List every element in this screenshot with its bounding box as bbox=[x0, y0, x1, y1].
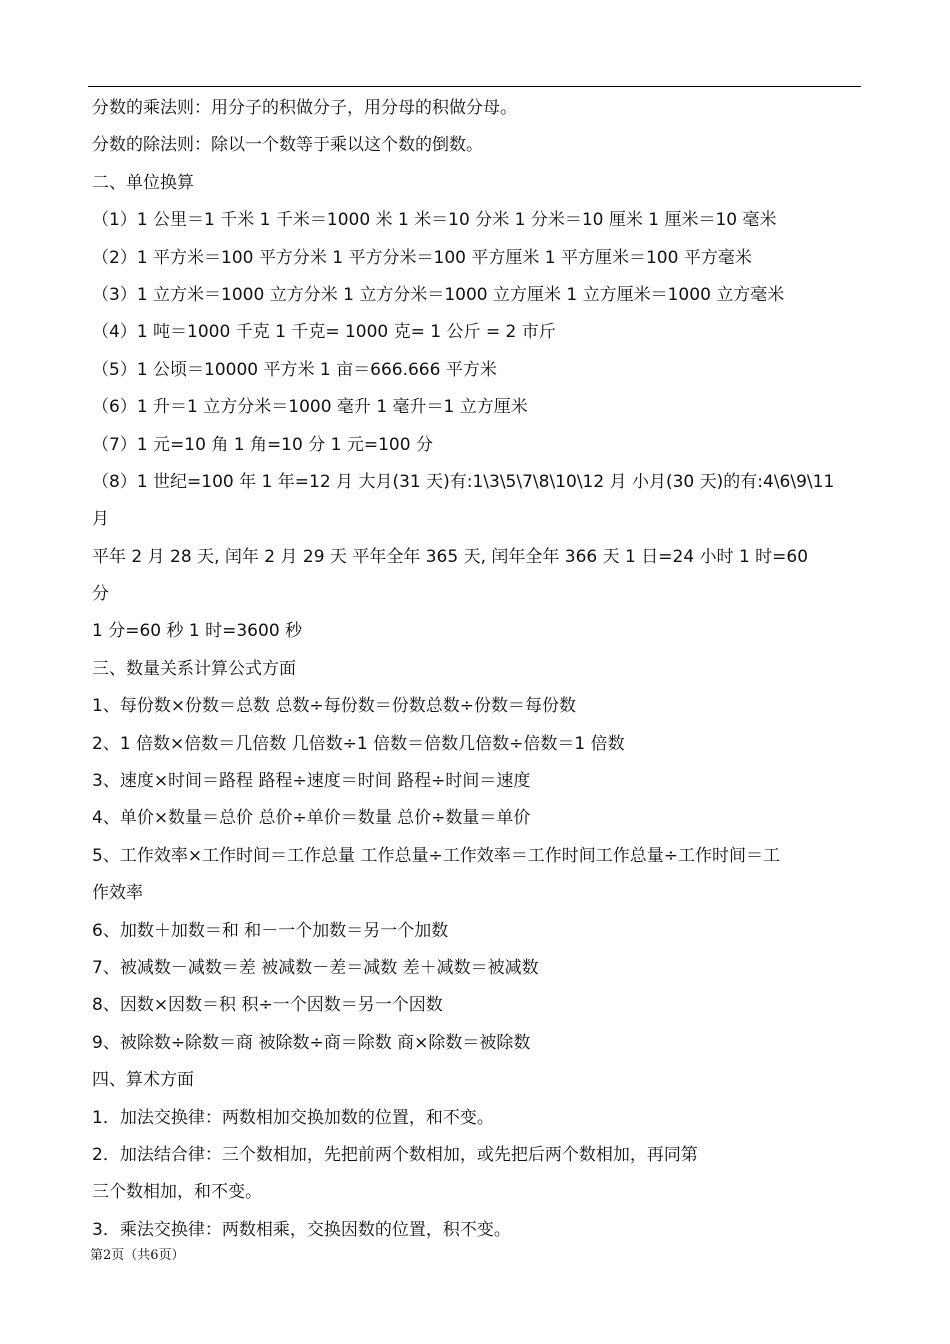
text-line: 1．加法交换律：两数相加交换加数的位置，和不变。 bbox=[92, 1107, 494, 1128]
text-line: （8）1 世纪=100 年 1 年=12 月 大月(31 天)有:1\3\5\7\8\10\12 月 小月(30 天)的有:4\6\9\11 bbox=[92, 471, 835, 492]
text-line: 4、单价×数量＝总价 总价÷单价＝数量 总价÷数量＝单价 bbox=[92, 808, 531, 829]
text-line: 9、被除数÷除数＝商 被除数÷商＝除数 商×除数＝被除数 bbox=[92, 1032, 531, 1053]
header-rule bbox=[88, 86, 861, 87]
text-line: 分数的乘法则：用分子的积做分子，用分母的积做分母。 bbox=[92, 98, 517, 118]
text-line: 月 bbox=[92, 509, 109, 530]
text-line: 分 bbox=[92, 584, 109, 605]
text-line: （6）1 升＝1 立方分米＝1000 毫升 1 毫升＝1 立方厘米 bbox=[92, 397, 528, 418]
text-line: 5、工作效率×工作时间＝工作总量 工作总量÷工作效率＝工作时间工作总量÷工作时间＝工 bbox=[92, 845, 780, 866]
text-line: 2．加法结合律：三个数相加，先把前两个数相加，或先把后两个数相加，再同第 bbox=[92, 1144, 698, 1165]
document-body bbox=[92, 90, 862, 1249]
text-line: 作效率 bbox=[92, 883, 143, 904]
text-line: （2）1 平方米＝100 平方分米 1 平方分米＝100 平方厘米 1 平方厘米＝100 平方毫米 bbox=[92, 247, 752, 268]
text-line: 三、数量关系计算公式方面 bbox=[92, 658, 296, 679]
text-line: 平年 2 月 28 天, 闰年 2 月 29 天 平年全年 365 天, 闰年全年 366 天 1 日=24 小时 1 时=60 bbox=[92, 546, 809, 567]
text-line: （4）1 吨＝1000 千克 1 千克= 1000 克= 1 公斤 = 2 市斤 bbox=[92, 322, 556, 343]
text-line: 分数的除法则：除以一个数等于乘以这个数的倒数。 bbox=[92, 135, 483, 156]
text-line: 8、因数×因数＝积 积÷一个因数＝另一个因数 bbox=[92, 995, 443, 1016]
text-line: 1 分=60 秒 1 时=3600 秒 bbox=[92, 621, 303, 642]
page-footer: 第2页（共6页） bbox=[90, 1248, 185, 1263]
text-line: （7）1 元=10 角 1 角=10 分 1 元=100 分 bbox=[92, 434, 433, 455]
text-line: （1）1 公里＝1 千米 1 千米＝1000 米 1 米＝10 分米 1 分米＝10 厘米 1 厘米＝10 毫米 bbox=[92, 210, 777, 231]
text-line: 1、每份数×份数＝总数 总数÷每份数＝份数总数÷份数＝每份数 bbox=[92, 696, 576, 717]
text-line: 三个数相加，和不变。 bbox=[92, 1182, 262, 1203]
text-line: 2、1 倍数×倍数＝几倍数 几倍数÷1 倍数＝倍数几倍数÷倍数＝1 倍数 bbox=[92, 733, 625, 754]
text-line: 3、速度×时间＝路程 路程÷速度＝时间 路程÷时间＝速度 bbox=[92, 771, 531, 792]
text-line: 四、算术方面 bbox=[92, 1070, 194, 1091]
text-line: 7、被减数－减数＝差 被减数－差＝减数 差＋减数＝被减数 bbox=[92, 957, 539, 978]
text-line: （5）1 公顷＝10000 平方米 1 亩＝666.666 平方米 bbox=[92, 359, 497, 380]
text-line: 6、加数＋加数＝和 和－一个加数＝另一个加数 bbox=[92, 920, 449, 941]
text-line: 3．乘法交换律：两数相乘，交换因数的位置，积不变。 bbox=[92, 1219, 511, 1240]
text-line: （3）1 立方米＝1000 立方分米 1 立方分米＝1000 立方厘米 1 立方厘米＝1000 立方毫米 bbox=[92, 284, 785, 305]
text-line: 二、单位换算 bbox=[92, 172, 194, 193]
